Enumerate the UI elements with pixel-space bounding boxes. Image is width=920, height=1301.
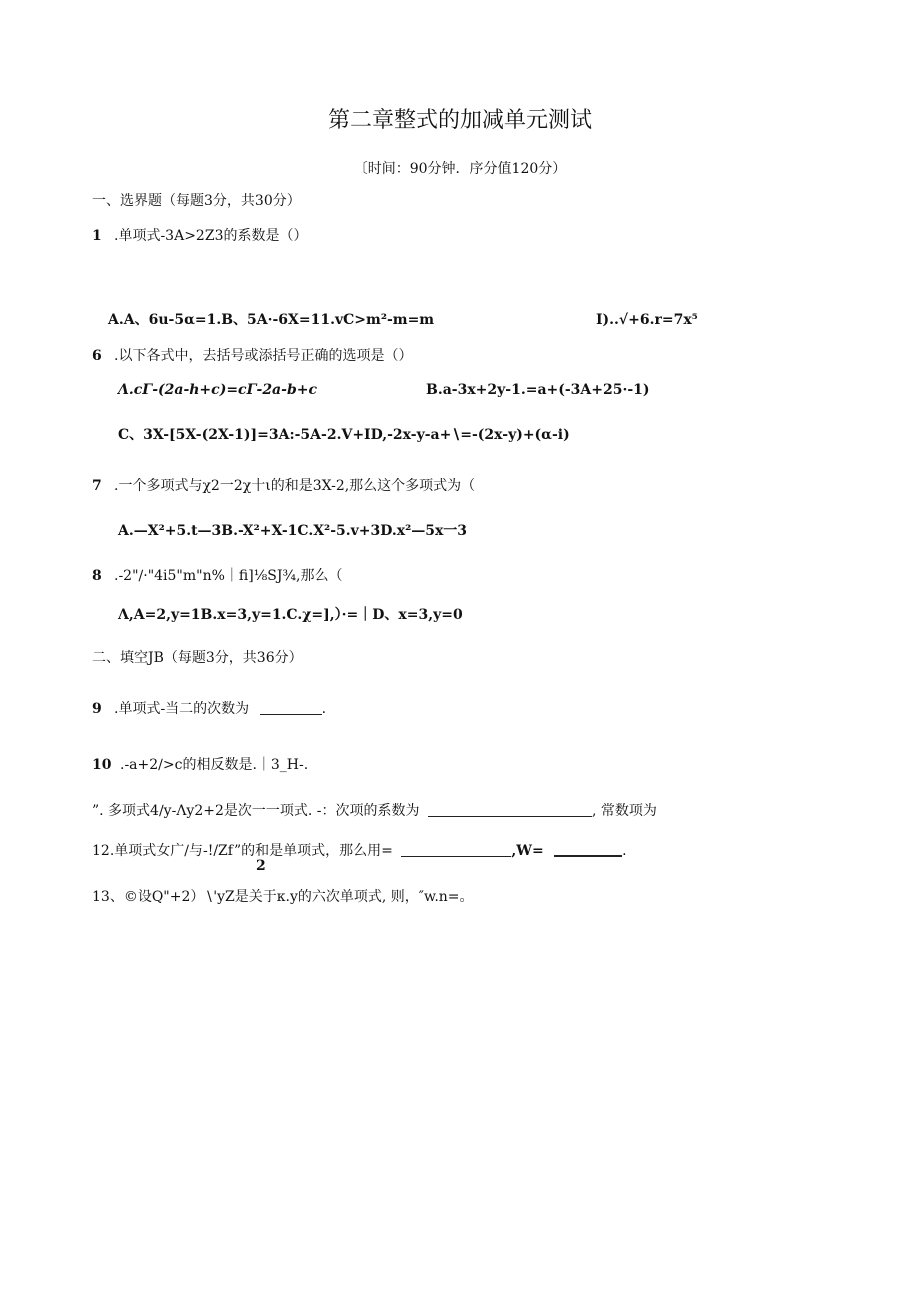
question-number: 9: [92, 701, 102, 717]
page-title: 第二章整式的加减单元测试: [327, 108, 592, 133]
question-12: [92, 841, 627, 860]
question-text: 12.单项式女广∕与-!/Zf”的和是单项式，那么用=: [92, 843, 393, 859]
question-text: ”. 多项式4∕y-Λy2+2是次一一项式. -：次项的系数为: [92, 803, 420, 819]
question-6-option-cd: C、3X-[5X-(2X-1)]=3A:-5A-2.V+ID,-2x-y-a+∖=-(2x-y)+(α-i): [118, 427, 570, 443]
question-text: .-2"∕·"4i5"m"n%｜fi]⅛SJ¾,那么（: [114, 568, 343, 584]
question-text: .一个多项式与χ2一2χ十ι的和是3X-2,那么这个多项式为（: [114, 478, 476, 494]
section-1-heading: 一、选界题（每题3分，共30分）: [92, 193, 301, 209]
question-text: .-a+2∕>c的相反数是.｜3_H-.: [120, 757, 309, 773]
question-number: 1: [92, 228, 102, 244]
question-11: [92, 802, 657, 820]
question-9: [92, 700, 326, 718]
question-12-denominator: 2: [256, 858, 266, 874]
question-13: 13、©设Q"+2）∖'yZ是关于κ.y的六次单项式, 则，″w.n=。: [92, 889, 474, 905]
question-number: 7: [92, 478, 102, 494]
punctuation: .: [622, 843, 627, 859]
page-subtitle: 〔时间：90分钟．序分值120分）: [353, 161, 567, 177]
question-7: [92, 477, 475, 495]
answer-blank[interactable]: [401, 842, 511, 857]
question-number: 8: [92, 568, 102, 584]
answer-blank[interactable]: [428, 802, 592, 817]
question-6-option-a: Λ.cΓ-(2a-h+c)=cΓ-2a-b+c: [118, 382, 317, 398]
question-text: .单项式-3A>2Z3的系数是（）: [114, 228, 308, 244]
question-number: 6: [92, 348, 102, 364]
question-text: .以下各式中，去括号或添括号正确的选项是（）: [114, 348, 413, 364]
question-text-tail: , 常数项为: [591, 803, 657, 819]
question-6-option-b: B.a-3x+2y-1.=a+(-3A+25·-1): [426, 382, 650, 398]
question-6: [92, 347, 412, 365]
question-8: [92, 567, 343, 585]
question-1-options-right: I)..√+6.r=7x⁵: [596, 312, 698, 328]
question-7-options: A.—X²+5.t—3B.-X²+X-1C.X²-5.v+3D.x²—5x一3: [118, 523, 468, 539]
question-10: [92, 756, 308, 774]
section-2-heading: 二、填空JB（每题3分，共36分）: [92, 650, 303, 666]
answer-blank[interactable]: [554, 841, 622, 857]
question-1: [92, 227, 307, 245]
question-text: .单项式-当二的次数为: [114, 701, 250, 717]
question-text-mid: ,W=: [511, 843, 544, 859]
question-1-options-left: A.A、6u-5α=1.B、5A·-6X=11.vC>m²-m=m: [108, 312, 435, 328]
punctuation: .: [321, 701, 327, 717]
question-number: 10: [92, 757, 112, 773]
answer-blank[interactable]: [260, 700, 322, 715]
question-8-options: Λ,A=2,y=1B.x=3,y=1.C.χ=],）·=｜D、x=3,y=0: [118, 607, 463, 623]
